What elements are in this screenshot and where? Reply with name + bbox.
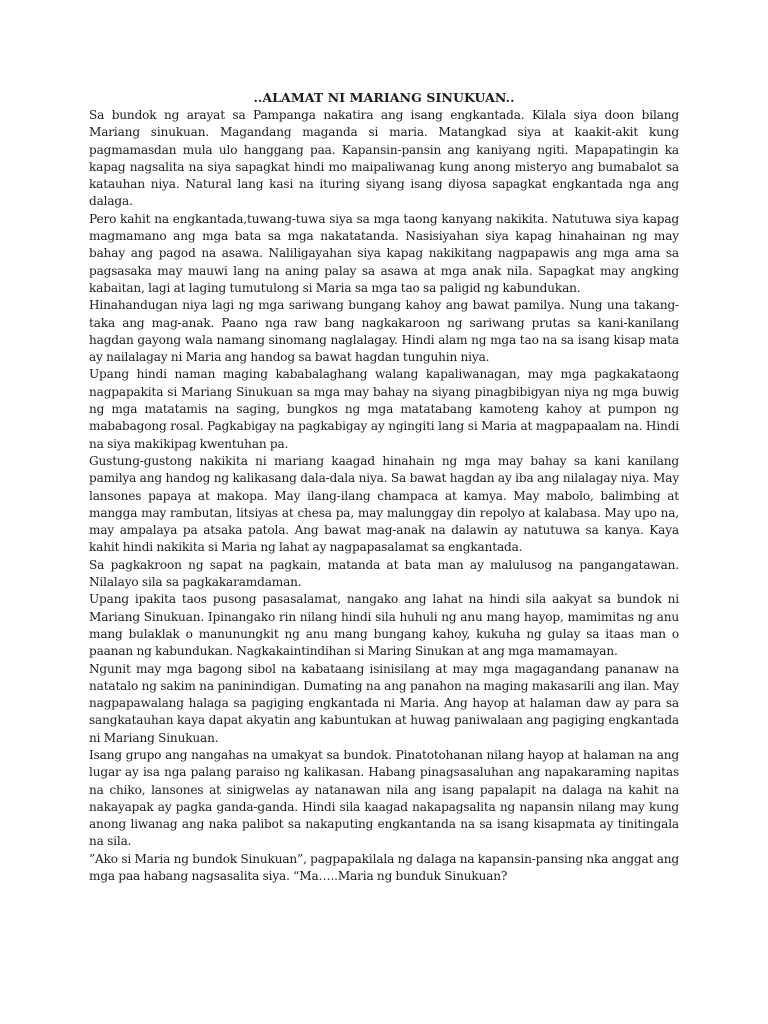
document-body xyxy=(89,89,679,885)
paragraph: ”Ako si Maria ng bundok Sinukuan”, pagpapakilala ng dalaga na kapansin-pansing nka anggat ang mga paa habang nagsasalita siya. “Ma…..Maria ng bunduk Sinukuan? xyxy=(89,851,679,884)
document-title: ..ALAMAT NI MARIANG SINUKUAN.. xyxy=(253,90,515,105)
paragraph: Gustung-gustong nakikita ni mariang kaagad hinahain ng mga may bahay sa kani kanilang pamilya ang handog ng kalikasang dala-dala niya. Sa bawat hagdan ay iba ang nilalagay niya. May lansones papaya at makopa. May ilang-ilang champaca at kamya. May mabolo, balimbing at mangga may rambutan, litsiyas at chesa pa, may malunggay din repolyo at kalabasa. May upo na, may ampalaya pa atsaka patola. Ang bawat mag-anak na dalawin ay natutuwa sa kanya. Kaya kahit hindi nakikita si Maria ng lahat ay nagpapasalamat sa engkantada. xyxy=(89,453,679,555)
paragraph: Ngunit may mga bagong sibol na kabataang isinisilang at may mga magagandang pananaw na natatalo ng sakim na paninindigan. Dumating na ang panahon na maging makasarili ang ilan. May nagpapawalang halaga sa pagiging engkantada ni Maria. Ang hayop at halaman daw ay para sa sangkatauhan kaya dapat akyatin ang kabuntukan at huwag paniwalaan ang pagiging engkantada ni Mariang Sinukuan. xyxy=(89,661,679,745)
paragraph: Isang grupo ang nangahas na umakyat sa bundok. Pinatotohanan nilang hayop at halaman na ang lugar ay isa nga palang paraiso ng kalikasan. Habang pinagsasaluhan ang napakaraming napitas na chiko, lansones at sinigwelas ay natanawan nila ang isang papalapit na dalaga na kahit na nakayapak ay pagka ganda-ganda. Hindi sila kaagad nakapagsalita ng napansin nilang may kung anong liwanag ang naka palibot sa nakaputing engkantanda na sa isang kisapmata ay tinitingala na sila. xyxy=(89,747,679,849)
paragraph: Upang hindi naman maging kababalaghang walang kapaliwanagan, may mga pagkakataong nagpapakita si Mariang Sinukuan sa mga may bahay na siyang pinagbibigyan niya ng mga buwig ng mga matatamis na saging, bungkos ng mga matatabang kamoteng kahoy at pumpon ng mababagong rosal. Pagkabigay na pagkabigay ay ngingiti lang si Maria at magpapaalam na. Hindi na siya makikipag kwentuhan pa. xyxy=(89,367,679,451)
paragraph: Sa bundok ng arayat sa Pampanga nakatira ang isang engkantada. Kilala siya doon bilang Mariang sinukuan. Magandang maganda si maria. Matangkad siya at kaakit-akit kung pagmamasdan mula ulo hanggang paa. Kapansin-pansin ang kaniyang ngiti. Mapapatingin ka kapag nagsalita na siya sapagkat hindi mo maipaliwanag kung anong misteryo ang bumabalot sa katauhan niya. Natural lang kasi na ituring siyang isang diyosa sapagkat engkantada nga ang dalaga. xyxy=(89,108,679,209)
paragraph: Pero kahit na engkantada,tuwang-tuwa siya sa mga taong kanyang nakikita. Natutuwa siya kapag magmamano ang mga bata sa mga nakatatanda. Nasisiyahan siya kapag hinahainan ng may bahay ang pagod na asawa. Naliligayahan siya kapag nakikitang nagpapawis ang mga ama sa pagsasaka may mauwi lang na aning palay sa asawa at mga anak nila. Sapagkat may angking kabaitan, lagi at laging tumutulong si Maria sa mga tao sa paligid ng kabundukan. xyxy=(89,211,679,295)
paragraph: Hinahandugan niya lagi ng mga sariwang bungang kahoy ang bawat pamilya. Nung una takang-taka ang mag-anak. Paano nga raw bang nagkakaroon ng sariwang prutas sa kani-kanilang hagdan gayong wala namang sinomang naglalagay. Hindi alam ng mga tao na sa isang kisap mata ay nailalagay ni Maria ang handog sa bawat hagdan tunguhin niya. xyxy=(89,298,679,365)
paragraph: Upang ipakita taos pusong pasasalamat, nangako ang lahat na hindi sila aakyat sa bundok ni Mariang Sinukuan. Ipinangako rin nilang hindi sila huhuli ng anu mang hayop, mamimitas ng anu mang bulaklak o manunungkit ng anu mang bungang kahoy, kukuha ng gulay sa itaas man o paanan ng kabundukan. Nagkakaintindihan si Maring Sinukan at ang mga mamamayan. xyxy=(89,592,679,659)
paragraph: Sa pagkakroon ng sapat na pagkain, matanda at bata man ay malulusog na pangangatawan. Nilalayo sila sa pagkakaramdaman. xyxy=(89,557,679,590)
